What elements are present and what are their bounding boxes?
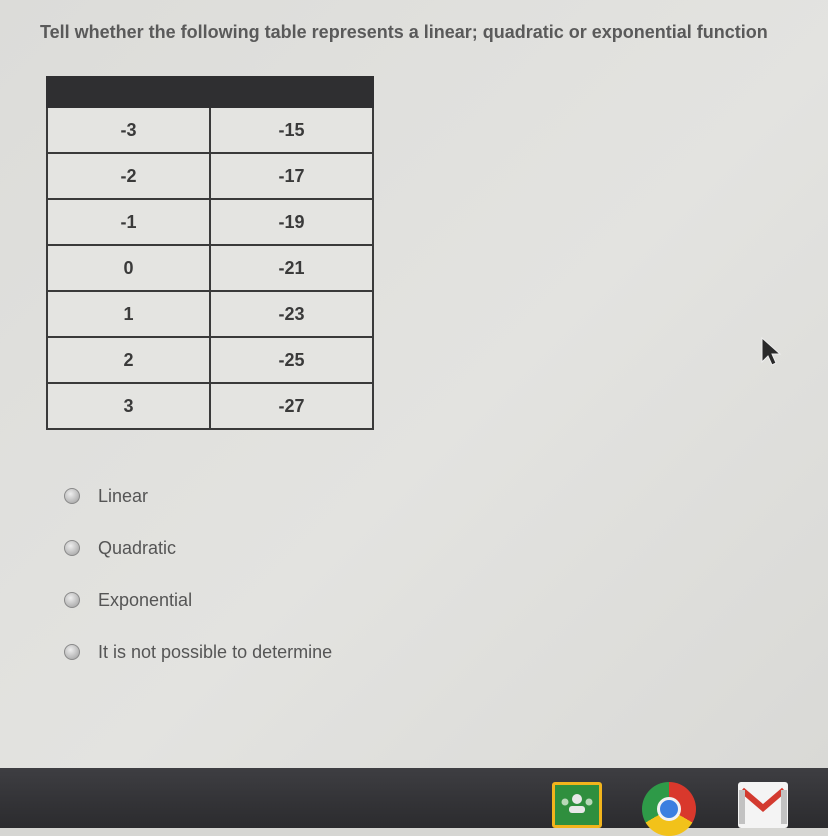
- radio-button[interactable]: [64, 488, 80, 504]
- answer-option[interactable]: [64, 470, 332, 522]
- x-value-cell: -1: [47, 199, 210, 245]
- answer-option-label: Linear: [98, 485, 149, 506]
- question-text: Tell whether the following table represents a linear; quadratic or exponential function: [40, 22, 768, 42]
- table-row: [47, 291, 373, 337]
- x-value-cell: -2: [47, 153, 210, 199]
- header-cell-x: [47, 77, 210, 107]
- radio-button[interactable]: [64, 592, 80, 608]
- header-cell-y: [210, 77, 373, 107]
- values-table: [46, 76, 374, 430]
- y-value-cell: -17: [210, 153, 373, 199]
- y-value-cell: -27: [210, 383, 373, 429]
- answer-option-label: Quadratic: [98, 537, 177, 558]
- gmail-icon[interactable]: [738, 782, 788, 828]
- answer-option[interactable]: [64, 522, 332, 574]
- answer-option-label: Exponential: [98, 589, 193, 610]
- radio-button[interactable]: [64, 644, 80, 660]
- y-value-cell: -15: [210, 107, 373, 153]
- answer-option-label: It is not possible to determine: [98, 641, 333, 662]
- answer-option[interactable]: [64, 626, 332, 678]
- table-row: [47, 199, 373, 245]
- table-row: [47, 337, 373, 383]
- table-row: [47, 383, 373, 429]
- taskbar: [0, 768, 828, 828]
- x-value-cell: -3: [47, 107, 210, 153]
- radio-button[interactable]: [64, 540, 80, 556]
- x-value-cell: 1: [47, 291, 210, 337]
- y-value-cell: -25: [210, 337, 373, 383]
- table-row: [47, 245, 373, 291]
- table-row: [47, 153, 373, 199]
- answer-option[interactable]: [64, 574, 332, 626]
- classroom-icon[interactable]: [552, 782, 602, 828]
- answer-options: [64, 470, 332, 678]
- y-value-cell: -23: [210, 291, 373, 337]
- x-value-cell: 2: [47, 337, 210, 383]
- y-value-cell: -19: [210, 199, 373, 245]
- table-header-row: [47, 77, 373, 107]
- table-row: [47, 107, 373, 153]
- x-value-cell: 3: [47, 383, 210, 429]
- x-value-cell: 0: [47, 245, 210, 291]
- y-value-cell: -21: [210, 245, 373, 291]
- mouse-cursor-icon: [760, 336, 782, 366]
